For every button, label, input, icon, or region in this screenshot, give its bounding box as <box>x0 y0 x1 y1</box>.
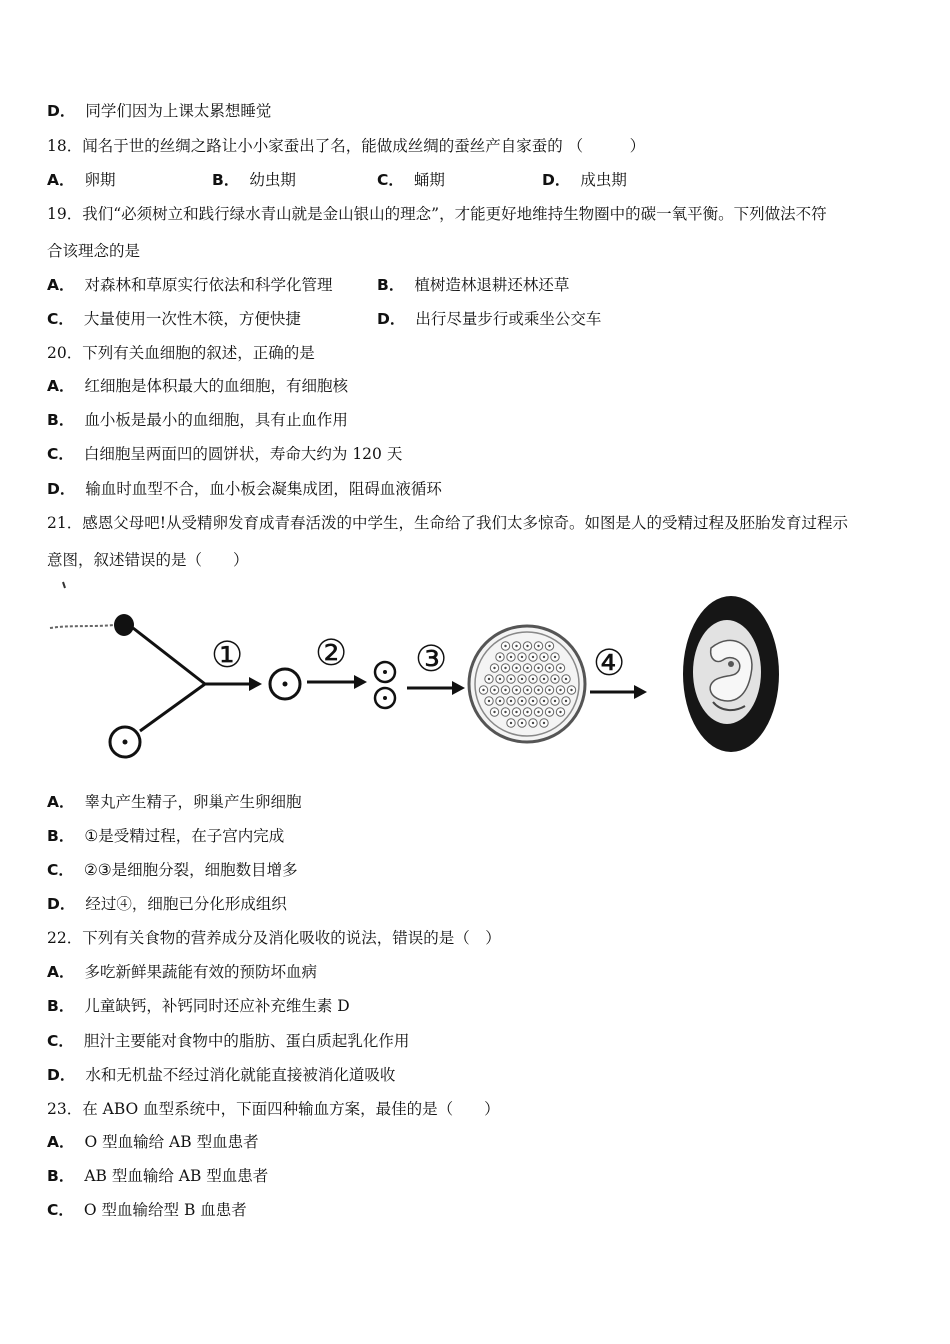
embryo-cell-nucleus <box>526 689 528 691</box>
embryo-cell-nucleus <box>554 656 556 658</box>
option-label: B． <box>47 1167 75 1185</box>
embryo-cell-nucleus <box>543 678 545 680</box>
embryo-cell-nucleus <box>515 667 517 669</box>
embryo-cell-nucleus <box>510 678 512 680</box>
embryo-cell-nucleus <box>515 711 517 713</box>
option-text: 儿童缺钙，补钙同时还应补充维生素 D <box>84 997 350 1015</box>
option-text: 输血时血型不合，血小板会凝集成团，阻碍血液循环 <box>85 480 442 498</box>
embryo-cell-nucleus <box>526 667 528 669</box>
sperm-head <box>114 614 134 636</box>
option-text: 水和无机盐不经过消化就能直接被消化道吸收 <box>85 1066 396 1084</box>
option-text: ①是受精过程，在子宫内完成 <box>84 827 285 845</box>
two-cell-top-nucleus <box>383 670 387 674</box>
option-text: 植树造林退耕还林还草 <box>414 276 570 294</box>
embryo-cell-nucleus <box>532 678 534 680</box>
q19-option-d <box>377 309 601 329</box>
q17-option-d <box>47 101 271 121</box>
embryo-cell-nucleus <box>548 711 550 713</box>
option-label: B． <box>47 997 75 1015</box>
option-label: A． <box>47 276 75 294</box>
option-label: D． <box>47 1066 76 1084</box>
option-label: A． <box>47 171 75 189</box>
embryo-cell-nucleus <box>570 689 572 691</box>
q19-stem-line1: 19．我们“必须树立和践行绿水青山就是金山银山的理念”，才能更好地维持生物圈中的碳一氧平衡。下列做法不符 <box>47 205 827 223</box>
embryo-cell-nucleus <box>532 722 534 724</box>
q23-stem: 23．在 ABO 血型系统中，下面四种输血方案，最佳的是（ ） <box>47 1100 500 1118</box>
embryo-cell-nucleus <box>504 711 506 713</box>
q21-stem-line2: 意图，叙述错误的是（ ） <box>47 551 249 569</box>
option-label: C． <box>47 1201 74 1219</box>
q22-stem: 22．下列有关食物的营养成分及消化吸收的说法，错误的是（ ） <box>47 929 501 947</box>
step-label-3: ③ <box>415 639 448 680</box>
option-label: B． <box>377 276 405 294</box>
embryo-cell-nucleus <box>543 722 545 724</box>
option-text: O 型血输给 AB 型血患者 <box>84 1133 259 1151</box>
option-label: D． <box>47 102 76 120</box>
option-text: AB 型血输给 AB 型血患者 <box>84 1167 269 1185</box>
q18-option-b <box>212 170 296 190</box>
embryo-cell-nucleus <box>565 700 567 702</box>
option-text: 胆汁主要能对食物中的脂肪、蛋白质起乳化作用 <box>83 1032 410 1050</box>
embryo-cell-nucleus <box>521 678 523 680</box>
two-cell-bottom-nucleus <box>383 696 387 700</box>
option-label: B． <box>47 411 75 429</box>
q22-option-c <box>47 1031 409 1051</box>
option-label: C． <box>377 171 404 189</box>
embryo-cell-nucleus <box>526 711 528 713</box>
sperm-tail <box>50 625 115 628</box>
option-label: C． <box>47 310 74 328</box>
option-label: B． <box>47 827 75 845</box>
embryo-cell-nucleus <box>548 667 550 669</box>
option-text: 经过④，细胞已分化形成组织 <box>85 895 287 913</box>
embryo-cell-nucleus <box>548 689 550 691</box>
embryo-cell-nucleus <box>559 711 561 713</box>
embryo-cell-nucleus <box>510 656 512 658</box>
embryo-cell-nucleus <box>521 656 523 658</box>
q21-option-c <box>47 860 298 880</box>
q20-option-a <box>47 376 348 396</box>
step-label-1: ① <box>211 635 244 676</box>
option-text: 出行尽量步行或乘坐公交车 <box>415 310 602 328</box>
embryo-cell-nucleus <box>543 656 545 658</box>
embryo-cell-nucleus <box>488 678 490 680</box>
q20-option-d <box>47 479 442 499</box>
option-text: 大量使用一次性木筷，方便快捷 <box>83 310 301 328</box>
q20-stem: 20．下列有关血细胞的叙述，正确的是 <box>47 344 315 362</box>
embryo-cell-nucleus <box>499 678 501 680</box>
zygote-nucleus <box>283 682 288 687</box>
option-label: D． <box>47 480 76 498</box>
option-label: D． <box>47 895 76 913</box>
q19-option-c <box>47 309 301 329</box>
embryo-cell-nucleus <box>537 667 539 669</box>
q23-option-c <box>47 1200 247 1220</box>
embryo-cell-nucleus <box>493 711 495 713</box>
option-label: C． <box>47 445 74 463</box>
option-text: ②③是细胞分裂，细胞数目增多 <box>83 861 298 879</box>
q23-option-a <box>47 1132 259 1152</box>
fertilization-development-figure <box>45 578 795 773</box>
q21-option-a <box>47 792 302 812</box>
embryo-cell-nucleus <box>537 645 539 647</box>
embryo-cell-nucleus <box>510 722 512 724</box>
option-text: 睾丸产生精子，卵巢产生卵细胞 <box>84 793 302 811</box>
option-text: 成虫期 <box>580 171 627 189</box>
embryo-cell-nucleus <box>526 645 528 647</box>
sperm-path <box>133 628 205 684</box>
option-label: A． <box>47 793 75 811</box>
arrow-4-head <box>634 685 647 699</box>
q18-option-a <box>47 170 116 190</box>
embryo-cell-nucleus <box>482 689 484 691</box>
option-label: C． <box>47 1032 74 1050</box>
embryo-cell-nucleus <box>504 689 506 691</box>
embryo-cell-nucleus <box>504 645 506 647</box>
embryo-cell-nucleus <box>521 722 523 724</box>
q22-option-b <box>47 996 350 1016</box>
option-text: 血小板是最小的血细胞，具有止血作用 <box>84 411 348 429</box>
option-label: D． <box>542 171 571 189</box>
embryo-cell-nucleus <box>488 700 490 702</box>
q21-stem-line1: 21．感恩父母吧!从受精卵发育成青春活泼的中学生，生命给了我们太多惊奇。如图是人的受精过程及胚胎发育过程示 <box>47 514 848 532</box>
embryo-cell-nucleus <box>537 711 539 713</box>
q18-stem: 18．闻名于世的丝绸之路让小小家蚕出了名，能做成丝绸的蚕丝产自家蚕的 （ ） <box>47 137 646 155</box>
option-text: 幼虫期 <box>249 171 296 189</box>
embryo-cell-nucleus <box>554 678 556 680</box>
arrow-3-head <box>452 681 465 695</box>
embryo-cell-nucleus <box>499 656 501 658</box>
option-text: 红细胞是体积最大的血细胞，有细胞核 <box>84 377 349 395</box>
embryo-cell-nucleus <box>554 700 556 702</box>
q22-option-a <box>47 962 317 982</box>
q23-option-b <box>47 1166 268 1186</box>
q18-option-c <box>377 170 445 190</box>
option-text: O 型血输给型 B 血患者 <box>83 1201 247 1219</box>
option-label: D． <box>377 310 406 328</box>
embryo-cell-nucleus <box>559 689 561 691</box>
q19-options-row2 <box>47 309 747 329</box>
q22-option-d <box>47 1065 395 1085</box>
egg-path <box>140 684 205 731</box>
embryo-cell-nucleus <box>532 700 534 702</box>
embryo-cell-nucleus <box>510 700 512 702</box>
embryo-cell-nucleus <box>504 667 506 669</box>
q20-option-b <box>47 410 348 430</box>
q20-option-c <box>47 444 402 464</box>
option-text: 对森林和草原实行依法和科学化管理 <box>84 276 333 294</box>
q18-option-d <box>542 170 627 190</box>
embryo-cell-nucleus <box>565 678 567 680</box>
embryo-cell-nucleus <box>493 689 495 691</box>
q21-option-b <box>47 826 284 846</box>
step-label-2: ② <box>315 633 348 674</box>
embryo-cell-nucleus <box>548 645 550 647</box>
embryo-cell-nucleus <box>559 667 561 669</box>
embryo-cell-nucleus <box>515 645 517 647</box>
arrow-2-head <box>354 675 367 689</box>
option-text: 同学们因为上课太累想睡觉 <box>85 102 272 120</box>
option-label: A． <box>47 1133 75 1151</box>
option-label: A． <box>47 963 75 981</box>
embryo-cell-nucleus <box>493 667 495 669</box>
option-label: B． <box>212 171 240 189</box>
stray-mark <box>63 582 65 588</box>
option-label: C． <box>47 861 74 879</box>
q18-options <box>47 170 747 190</box>
embryo-cell-nucleus <box>499 700 501 702</box>
step-label-4: ④ <box>593 643 626 684</box>
q19-options-row1 <box>47 275 747 295</box>
embryo-cell-nucleus <box>515 689 517 691</box>
option-text: 白细胞呈两面凹的圆饼状，寿命大约为 120 天 <box>83 445 403 463</box>
q21-option-d <box>47 894 287 914</box>
embryo-cell-nucleus <box>521 700 523 702</box>
embryo-cell-nucleus <box>532 656 534 658</box>
arrow-1-head <box>249 677 262 691</box>
embryo-cell-nucleus <box>543 700 545 702</box>
embryo-cell-nucleus <box>537 689 539 691</box>
q19-stem-line2: 合该理念的是 <box>47 242 141 260</box>
q19-option-b <box>377 275 569 295</box>
option-text: 多吃新鲜果蔬能有效的预防坏血病 <box>84 963 318 981</box>
fetus-eye <box>728 661 734 667</box>
egg-nucleus <box>123 740 128 745</box>
q19-option-a <box>47 275 333 295</box>
option-text: 蛹期 <box>413 171 445 189</box>
option-text: 卵期 <box>84 171 116 189</box>
option-label: A． <box>47 377 75 395</box>
